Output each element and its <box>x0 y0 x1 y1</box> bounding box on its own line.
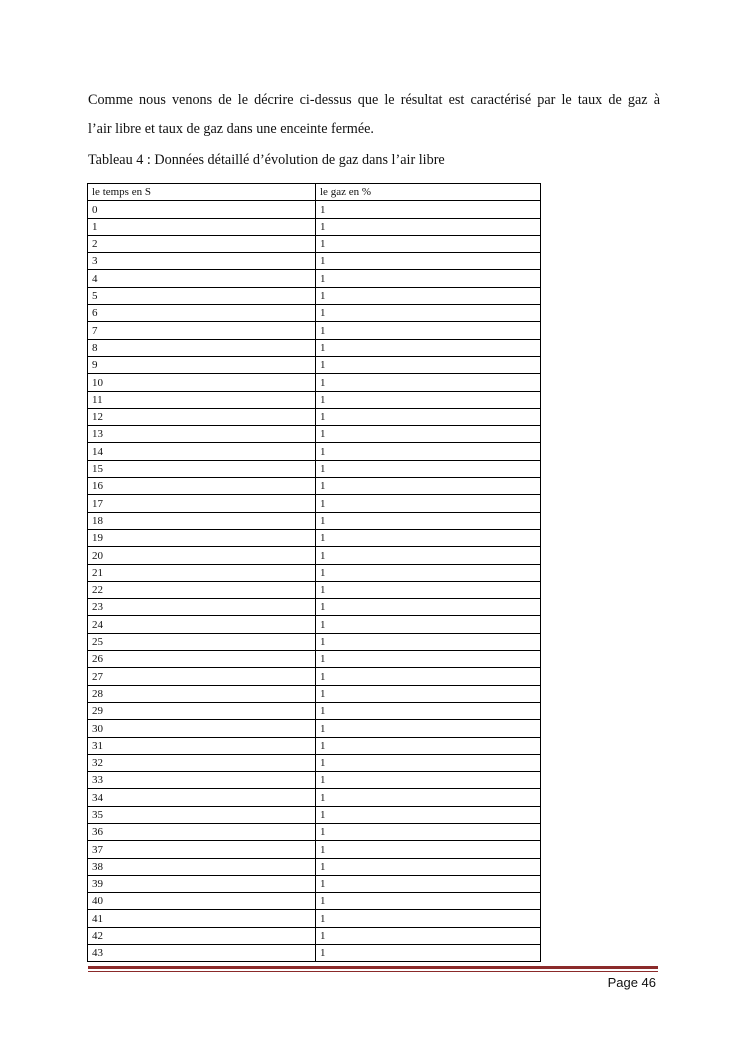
time-cell: 19 <box>88 529 316 546</box>
gas-cell: 1 <box>316 374 541 391</box>
time-cell: 41 <box>88 910 316 927</box>
time-cell: 40 <box>88 893 316 910</box>
gas-cell: 1 <box>316 945 541 962</box>
table-row <box>88 737 541 754</box>
table-row <box>88 460 541 477</box>
table-row <box>88 910 541 927</box>
gas-cell: 1 <box>316 408 541 425</box>
time-cell: 6 <box>88 305 316 322</box>
gas-cell: 1 <box>316 651 541 668</box>
table-row <box>88 253 541 270</box>
gas-cell: 1 <box>316 754 541 771</box>
gas-cell: 1 <box>316 564 541 581</box>
gas-cell: 1 <box>316 875 541 892</box>
time-cell: 4 <box>88 270 316 287</box>
gas-cell: 1 <box>316 305 541 322</box>
gas-cell: 1 <box>316 478 541 495</box>
table-row <box>88 408 541 425</box>
gas-cell: 1 <box>316 529 541 546</box>
table-row <box>88 391 541 408</box>
table-row <box>88 685 541 702</box>
time-cell: 5 <box>88 287 316 304</box>
gas-cell: 1 <box>316 581 541 598</box>
table-row <box>88 374 541 391</box>
table-row <box>88 339 541 356</box>
gas-cell: 1 <box>316 218 541 235</box>
gas-cell: 1 <box>316 668 541 685</box>
table-row <box>88 720 541 737</box>
time-cell: 34 <box>88 789 316 806</box>
time-cell: 14 <box>88 443 316 460</box>
table-row <box>88 305 541 322</box>
gas-cell: 1 <box>316 720 541 737</box>
gas-evolution-table <box>87 183 541 962</box>
gas-cell: 1 <box>316 702 541 719</box>
table-row <box>88 754 541 771</box>
table-row <box>88 287 541 304</box>
table-row <box>88 547 541 564</box>
table-row <box>88 356 541 373</box>
time-cell: 10 <box>88 374 316 391</box>
time-cell: 12 <box>88 408 316 425</box>
gas-cell: 1 <box>316 737 541 754</box>
page-number: Page 46 <box>607 975 656 990</box>
table-row <box>88 478 541 495</box>
gas-cell: 1 <box>316 633 541 650</box>
gas-cell: 1 <box>316 893 541 910</box>
table-row <box>88 806 541 823</box>
header-gas: le gaz en % <box>316 184 541 201</box>
time-cell: 30 <box>88 720 316 737</box>
table-row <box>88 564 541 581</box>
gas-cell: 1 <box>316 512 541 529</box>
table-row <box>88 218 541 235</box>
table-row <box>88 789 541 806</box>
time-cell: 21 <box>88 564 316 581</box>
time-cell: 25 <box>88 633 316 650</box>
table-row <box>88 426 541 443</box>
gas-cell: 1 <box>316 772 541 789</box>
time-cell: 3 <box>88 253 316 270</box>
gas-cell: 1 <box>316 322 541 339</box>
time-cell: 33 <box>88 772 316 789</box>
gas-cell: 1 <box>316 823 541 840</box>
table-row <box>88 668 541 685</box>
time-cell: 26 <box>88 651 316 668</box>
table-row <box>88 512 541 529</box>
time-cell: 8 <box>88 339 316 356</box>
table-row <box>88 235 541 252</box>
table-row <box>88 651 541 668</box>
gas-cell: 1 <box>316 391 541 408</box>
time-cell: 22 <box>88 581 316 598</box>
gas-cell: 1 <box>316 841 541 858</box>
table-row <box>88 443 541 460</box>
time-cell: 23 <box>88 599 316 616</box>
gas-cell: 1 <box>316 426 541 443</box>
gas-cell: 1 <box>316 858 541 875</box>
gas-cell: 1 <box>316 685 541 702</box>
gas-cell: 1 <box>316 287 541 304</box>
time-cell: 28 <box>88 685 316 702</box>
intro-paragraph-line-2: l’air libre et taux de gaz dans une enceinte fermée. <box>88 121 374 137</box>
gas-cell: 1 <box>316 616 541 633</box>
table-row <box>88 945 541 962</box>
time-cell: 13 <box>88 426 316 443</box>
time-cell: 9 <box>88 356 316 373</box>
gas-cell: 1 <box>316 495 541 512</box>
time-cell: 29 <box>88 702 316 719</box>
time-cell: 17 <box>88 495 316 512</box>
table-row <box>88 599 541 616</box>
gas-cell: 1 <box>316 235 541 252</box>
table-row <box>88 495 541 512</box>
time-cell: 20 <box>88 547 316 564</box>
gas-cell: 1 <box>316 201 541 218</box>
table-row <box>88 893 541 910</box>
gas-cell: 1 <box>316 270 541 287</box>
time-cell: 7 <box>88 322 316 339</box>
time-cell: 27 <box>88 668 316 685</box>
time-cell: 1 <box>88 218 316 235</box>
gas-cell: 1 <box>316 460 541 477</box>
table-row <box>88 633 541 650</box>
gas-cell: 1 <box>316 253 541 270</box>
table-row <box>88 772 541 789</box>
table-row <box>88 616 541 633</box>
gas-cell: 1 <box>316 910 541 927</box>
gas-cell: 1 <box>316 789 541 806</box>
time-cell: 0 <box>88 201 316 218</box>
header-time: le temps en S <box>88 184 316 201</box>
table-row <box>88 875 541 892</box>
gas-cell: 1 <box>316 547 541 564</box>
table-row <box>88 270 541 287</box>
table-row <box>88 823 541 840</box>
time-cell: 16 <box>88 478 316 495</box>
table-row <box>88 201 541 218</box>
gas-cell: 1 <box>316 927 541 944</box>
gas-cell: 1 <box>316 356 541 373</box>
time-cell: 43 <box>88 945 316 962</box>
time-cell: 31 <box>88 737 316 754</box>
intro-paragraph-line-1: Comme nous venons de le décrire ci-dessus que le résultat est caractérisé par le taux de gaz à <box>88 92 660 108</box>
table-row <box>88 841 541 858</box>
time-cell: 38 <box>88 858 316 875</box>
time-cell: 15 <box>88 460 316 477</box>
table-row <box>88 927 541 944</box>
intro-paragraph <box>88 86 660 144</box>
table-row <box>88 529 541 546</box>
table-header-row <box>88 184 541 201</box>
footer-rule-thick <box>88 966 658 969</box>
time-cell: 2 <box>88 235 316 252</box>
time-cell: 37 <box>88 841 316 858</box>
table-row <box>88 702 541 719</box>
time-cell: 35 <box>88 806 316 823</box>
time-cell: 36 <box>88 823 316 840</box>
table-row <box>88 858 541 875</box>
gas-cell: 1 <box>316 806 541 823</box>
time-cell: 32 <box>88 754 316 771</box>
gas-cell: 1 <box>316 599 541 616</box>
footer-rule-thin <box>88 971 658 972</box>
time-cell: 24 <box>88 616 316 633</box>
gas-cell: 1 <box>316 339 541 356</box>
time-cell: 18 <box>88 512 316 529</box>
table-row <box>88 322 541 339</box>
time-cell: 39 <box>88 875 316 892</box>
time-cell: 42 <box>88 927 316 944</box>
time-cell: 11 <box>88 391 316 408</box>
gas-cell: 1 <box>316 443 541 460</box>
table-body <box>88 201 541 962</box>
table-row <box>88 581 541 598</box>
table-caption: Tableau 4 : Données détaillé d’évolution de gaz dans l’air libre <box>88 152 445 168</box>
